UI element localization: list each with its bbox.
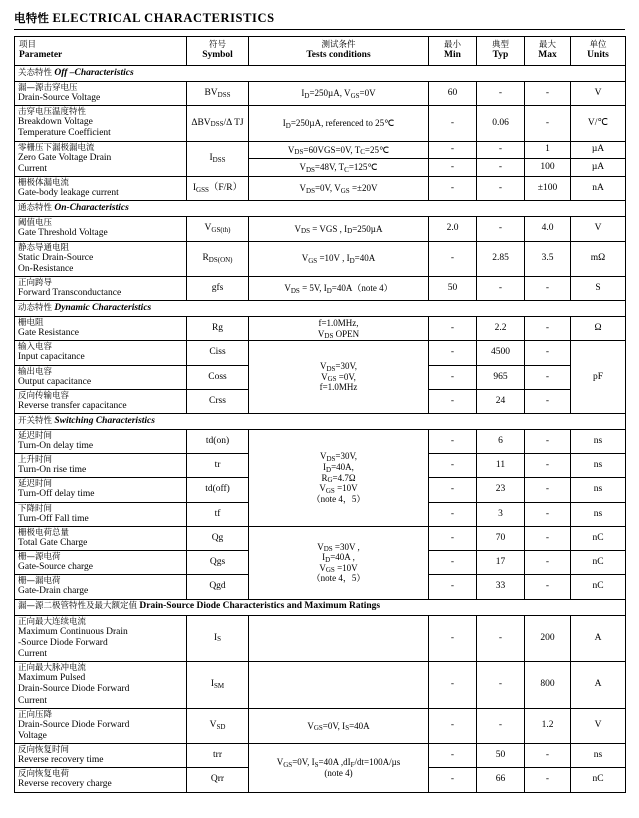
max-cell: ±100 xyxy=(525,177,571,201)
typ-cell: 2.2 xyxy=(477,317,525,341)
condition-cell: $I_D=250\mu A$, referenced to 25℃ xyxy=(249,106,429,141)
table-row: 输入电容 Input capacitance Ciss $V_{DS}=30V$, $V_{GS} =0V$, f=1.0MHz - 4500 - pF xyxy=(15,341,626,365)
table-row: 反向恢复电荷 Reverse recovery charge Qrr - 66 - nC xyxy=(15,768,626,792)
symbol-cell: Coss xyxy=(187,365,249,389)
table-row: 漏—源击穿电压 Drain-Source Voltage $BV_{DSS}$ $I_D=250\mu A$, $V_{GS}=0V$ 60 - - V xyxy=(15,82,626,106)
max-cell: - xyxy=(525,575,571,599)
unit-cell: nC xyxy=(571,575,626,599)
max-cell: 1 xyxy=(525,141,571,159)
symbol-cell: gfs xyxy=(187,276,249,300)
min-cell: - xyxy=(429,159,477,177)
max-cell: 1.2 xyxy=(525,708,571,743)
symbol-cell: tr xyxy=(187,454,249,478)
col-units: 单位 Units xyxy=(571,37,626,66)
section-header-dynamic: 动态特性 Dynamic Characteristics xyxy=(15,301,626,317)
table-row: 静态导通电阻 Static Drain-Source On-Resistance $R_{DS(ON)}$ $V_{GS} =10V$ , $I_D=40A$ - 2.85 3.5 mΩ xyxy=(15,241,626,276)
min-cell: - xyxy=(429,141,477,159)
min-cell: - xyxy=(429,768,477,792)
min-cell: - xyxy=(429,575,477,599)
symbol-cell: Qg xyxy=(187,526,249,550)
symbol-cell: td(on) xyxy=(187,430,249,454)
max-cell: - xyxy=(525,276,571,300)
max-cell: 200 xyxy=(525,615,571,662)
min-cell: 2.0 xyxy=(429,217,477,241)
typ-cell: - xyxy=(477,615,525,662)
min-cell: - xyxy=(429,430,477,454)
symbol-cell: Qgs xyxy=(187,551,249,575)
table-header-row xyxy=(15,37,626,66)
unit-cell: V xyxy=(571,82,626,106)
min-cell: - xyxy=(429,454,477,478)
max-cell: - xyxy=(525,365,571,389)
unit-cell: µA xyxy=(571,159,626,177)
symbol-cell: Qgd xyxy=(187,575,249,599)
max-cell: - xyxy=(525,430,571,454)
table-row: 栅—漏电荷 Gate-Drain charge Qgd - 33 - nC xyxy=(15,575,626,599)
table-row: 延迟时间 Turn-Off delay time td(off) - 23 - ns xyxy=(15,478,626,502)
condition-cell: $V_{GS}=0V$, $I_S=40A$ xyxy=(249,708,429,743)
symbol-cell: Crss xyxy=(187,389,249,413)
min-cell: 60 xyxy=(429,82,477,106)
col-max: 最大 Max xyxy=(525,37,571,66)
col-typ: 典型 Typ xyxy=(477,37,525,66)
typ-cell: - xyxy=(477,159,525,177)
table-row: 延迟时间 Turn-On delay time td(on) $V_{DS}=30V$, $I_D=40A$, $R_G=4.7\Omega$ $V_{GS} =10V$ （note 4，5） - 6 - ns xyxy=(15,430,626,454)
max-cell: 800 xyxy=(525,662,571,709)
section-header-off: 关态特性 Off –Characteristics xyxy=(15,66,626,82)
typ-cell: 50 xyxy=(477,744,525,768)
max-cell: - xyxy=(525,317,571,341)
table-row: 栅—源电荷 Gate-Source charge Qgs - 17 - nC xyxy=(15,551,626,575)
symbol-cell: Qrr xyxy=(187,768,249,792)
unit-cell: S xyxy=(571,276,626,300)
symbol-cell: $I_{SM}$ xyxy=(187,662,249,709)
condition-cell: $V_{DS}=30V$, $I_D=40A$, $R_G=4.7\Omega$ $V_{GS} =10V$ （note 4，5） xyxy=(249,430,429,527)
unit-cell: nA xyxy=(571,177,626,201)
condition-cell: $V_{DS} =30V$ , $I_D=40A$ , $V_{GS} =10V$ （note 4，5） xyxy=(249,526,429,599)
section-header-switching: 开关特性 Switching Characteristics xyxy=(15,414,626,430)
typ-cell: 965 xyxy=(477,365,525,389)
section-header-diode: 漏—源二极管特性及最大额定值 Drain-Source Diode Characteristics and Maximum Ratings xyxy=(15,599,626,615)
condition-cell: $V_{DS}$ = VGS , $I_D=250\mu A$ xyxy=(249,217,429,241)
table-row: 击穿电压温度特性 Breakdown Voltage Temperature Coefficient $\Delta BV_{DSS}/\Delta$ TJ $I_D=250\mu A$, referenced to 25℃ - 0.06 - V/℃ xyxy=(15,106,626,141)
condition-cell: $V_{DS}=60VGS=0V$, $T_C=25℃$ xyxy=(249,141,429,159)
unit-cell: ns xyxy=(571,454,626,478)
min-cell: - xyxy=(429,241,477,276)
col-symbol: 符号 Symbol xyxy=(187,37,249,66)
typ-cell: - xyxy=(477,177,525,201)
min-cell: - xyxy=(429,708,477,743)
min-cell: - xyxy=(429,389,477,413)
table-row: 零栅压下漏极漏电流 Zero Gate Voltage Drain Current $I_{DSS}$ $V_{DS}=60VGS=0V$, $T_C=25℃$ - - 1 µA xyxy=(15,141,626,159)
max-cell: - xyxy=(525,768,571,792)
condition-cell: $V_{GS}=0V$, $I_S=40A$ $,dI_F/dt=100A/\mu s$ (note 4) xyxy=(249,744,429,792)
typ-cell: - xyxy=(477,708,525,743)
unit-cell: A xyxy=(571,615,626,662)
condition-cell: $V_{DS}=0V$, $V_{GS} =\pm 20V$ xyxy=(249,177,429,201)
min-cell: - xyxy=(429,365,477,389)
table-row: 上升时间 Turn-On rise time tr - 11 - ns xyxy=(15,454,626,478)
unit-cell: ns xyxy=(571,744,626,768)
min-cell: - xyxy=(429,341,477,365)
max-cell: 4.0 xyxy=(525,217,571,241)
table-row: 反向传输电容 Reverse transfer capacitance Crss - 24 - xyxy=(15,389,626,413)
condition-cell: $V_{DS}=48V$, $T_C=125℃$ xyxy=(249,159,429,177)
col-min: 最小 Min xyxy=(429,37,477,66)
table-row: 栅极体漏电流 Gate-body leakage current $I_{GSS}(F/R)$ $V_{DS}=0V$, $V_{GS} =\pm 20V$ - - ±100 nA xyxy=(15,177,626,201)
min-cell: 50 xyxy=(429,276,477,300)
symbol-cell: tf xyxy=(187,502,249,526)
unit-cell: nC xyxy=(571,526,626,550)
page-title xyxy=(14,10,625,30)
unit-cell: pF xyxy=(571,341,626,414)
table-row: 正向跨导 Forward Transconductance gfs $V_{DS} = 5V$, $I_D=40A(note$ 4） 50 - - S xyxy=(15,276,626,300)
col-parameter: 项目 Parameter xyxy=(15,37,187,66)
table-row: 正向最大脉冲电流 Maximum Pulsed Drain-Source Diode Forward Current $I_{SM}$ - - 800 A xyxy=(15,662,626,709)
unit-cell: V xyxy=(571,217,626,241)
typ-cell: - xyxy=(477,141,525,159)
max-cell: - xyxy=(525,526,571,550)
condition-cell: $V_{GS} =10V$ , $I_D=40A$ xyxy=(249,241,429,276)
max-cell: - xyxy=(525,551,571,575)
condition-cell xyxy=(249,662,429,709)
unit-cell: V xyxy=(571,708,626,743)
unit-cell: A xyxy=(571,662,626,709)
symbol-cell: $V_{GS(th)}$ xyxy=(187,217,249,241)
typ-cell: 11 xyxy=(477,454,525,478)
unit-cell: V/℃ xyxy=(571,106,626,141)
max-cell: - xyxy=(525,478,571,502)
min-cell: - xyxy=(429,662,477,709)
symbol-cell: $I_{DSS}$ xyxy=(187,141,249,176)
min-cell: - xyxy=(429,615,477,662)
typ-cell: 17 xyxy=(477,551,525,575)
min-cell: - xyxy=(429,478,477,502)
typ-cell: 2.85 xyxy=(477,241,525,276)
unit-cell: µA xyxy=(571,141,626,159)
unit-cell: Ω xyxy=(571,317,626,341)
min-cell: - xyxy=(429,551,477,575)
table-row: 正向最大连续电流 Maximum Continuous Drain -Source Diode Forward Current $I_S$ - - 200 A xyxy=(15,615,626,662)
symbol-cell: $\Delta BV_{DSS}/\Delta$ TJ xyxy=(187,106,249,141)
symbol-cell: $I_{GSS}(F/R)$ xyxy=(187,177,249,201)
typ-cell: - xyxy=(477,82,525,106)
symbol-cell: td(off) xyxy=(187,478,249,502)
typ-cell: 6 xyxy=(477,430,525,454)
col-conditions: 测试条件 Tests conditions xyxy=(249,37,429,66)
page-title-cn: 电特性 xyxy=(14,11,50,25)
max-cell: - xyxy=(525,744,571,768)
unit-cell: nC xyxy=(571,551,626,575)
page-title-en: ELECTRICAL CHARACTERISTICS xyxy=(52,11,275,25)
table-row: 输出电容 Output capacitance Coss - 965 - xyxy=(15,365,626,389)
max-cell: - xyxy=(525,502,571,526)
typ-cell: 70 xyxy=(477,526,525,550)
condition-cell: $I_D=250\mu A$, $V_{GS}=0V$ xyxy=(249,82,429,106)
min-cell: - xyxy=(429,177,477,201)
typ-cell: 33 xyxy=(477,575,525,599)
table-row: 下降时间 Turn-Off Fall time tf - 3 - ns xyxy=(15,502,626,526)
symbol-cell: $V_{SD}$ xyxy=(187,708,249,743)
typ-cell: 0.06 xyxy=(477,106,525,141)
table-row: 反向恢复时间 Reverse recovery time trr $V_{GS}=0V$, $I_S=40A$ $,dI_F/dt=100A/\mu s$ (note 4) - 50 - ns xyxy=(15,744,626,768)
condition-cell: $V_{DS}=30V$, $V_{GS} =0V$, f=1.0MHz xyxy=(249,341,429,414)
min-cell: - xyxy=(429,744,477,768)
max-cell: 3.5 xyxy=(525,241,571,276)
max-cell: 100 xyxy=(525,159,571,177)
section-header-on: 通态特性 On-Characteristics xyxy=(15,201,626,217)
typ-cell: 3 xyxy=(477,502,525,526)
unit-cell: mΩ xyxy=(571,241,626,276)
symbol-cell: $BV_{DSS}$ xyxy=(187,82,249,106)
symbol-cell: $R_{DS(ON)}$ xyxy=(187,241,249,276)
typ-cell: 24 xyxy=(477,389,525,413)
condition-cell: $V_{DS} = 5V$, $I_D=40A(note$ 4） xyxy=(249,276,429,300)
symbol-cell: Ciss xyxy=(187,341,249,365)
typ-cell: 4500 xyxy=(477,341,525,365)
max-cell: - xyxy=(525,389,571,413)
condition-cell: f=1.0MHz, $V_{DS}$ OPEN xyxy=(249,317,429,341)
typ-cell: - xyxy=(477,217,525,241)
electrical-characteristics-table xyxy=(14,36,626,793)
symbol-cell: trr xyxy=(187,744,249,768)
typ-cell: 23 xyxy=(477,478,525,502)
typ-cell: 66 xyxy=(477,768,525,792)
max-cell: - xyxy=(525,454,571,478)
table-row: 栅电阻 Gate Resistance Rg f=1.0MHz, $V_{DS}$ OPEN - 2.2 - Ω xyxy=(15,317,626,341)
min-cell: - xyxy=(429,106,477,141)
min-cell: - xyxy=(429,317,477,341)
unit-cell: ns xyxy=(571,478,626,502)
table-row: 栅极电荷总量 Total Gate Charge Qg $V_{DS} =30V$ , $I_D=40A$ , $V_{GS} =10V$ （note 4，5） - 70 - nC xyxy=(15,526,626,550)
typ-cell: - xyxy=(477,662,525,709)
max-cell: - xyxy=(525,106,571,141)
min-cell: - xyxy=(429,526,477,550)
table-row: 阈值电压 Gate Threshold Voltage $V_{GS(th)}$ $V_{DS}$ = VGS , $I_D=250\mu A$ 2.0 - 4.0 V xyxy=(15,217,626,241)
unit-cell: ns xyxy=(571,502,626,526)
unit-cell: ns xyxy=(571,430,626,454)
max-cell: - xyxy=(525,82,571,106)
max-cell: - xyxy=(525,341,571,365)
unit-cell: nC xyxy=(571,768,626,792)
table-row: 正向压降 Drain-Source Diode Forward Voltage $V_{SD}$ $V_{GS}=0V$, $I_S=40A$ - - 1.2 V xyxy=(15,708,626,743)
symbol-cell: $I_S$ xyxy=(187,615,249,662)
condition-cell xyxy=(249,615,429,662)
symbol-cell: Rg xyxy=(187,317,249,341)
typ-cell: - xyxy=(477,276,525,300)
min-cell: - xyxy=(429,502,477,526)
